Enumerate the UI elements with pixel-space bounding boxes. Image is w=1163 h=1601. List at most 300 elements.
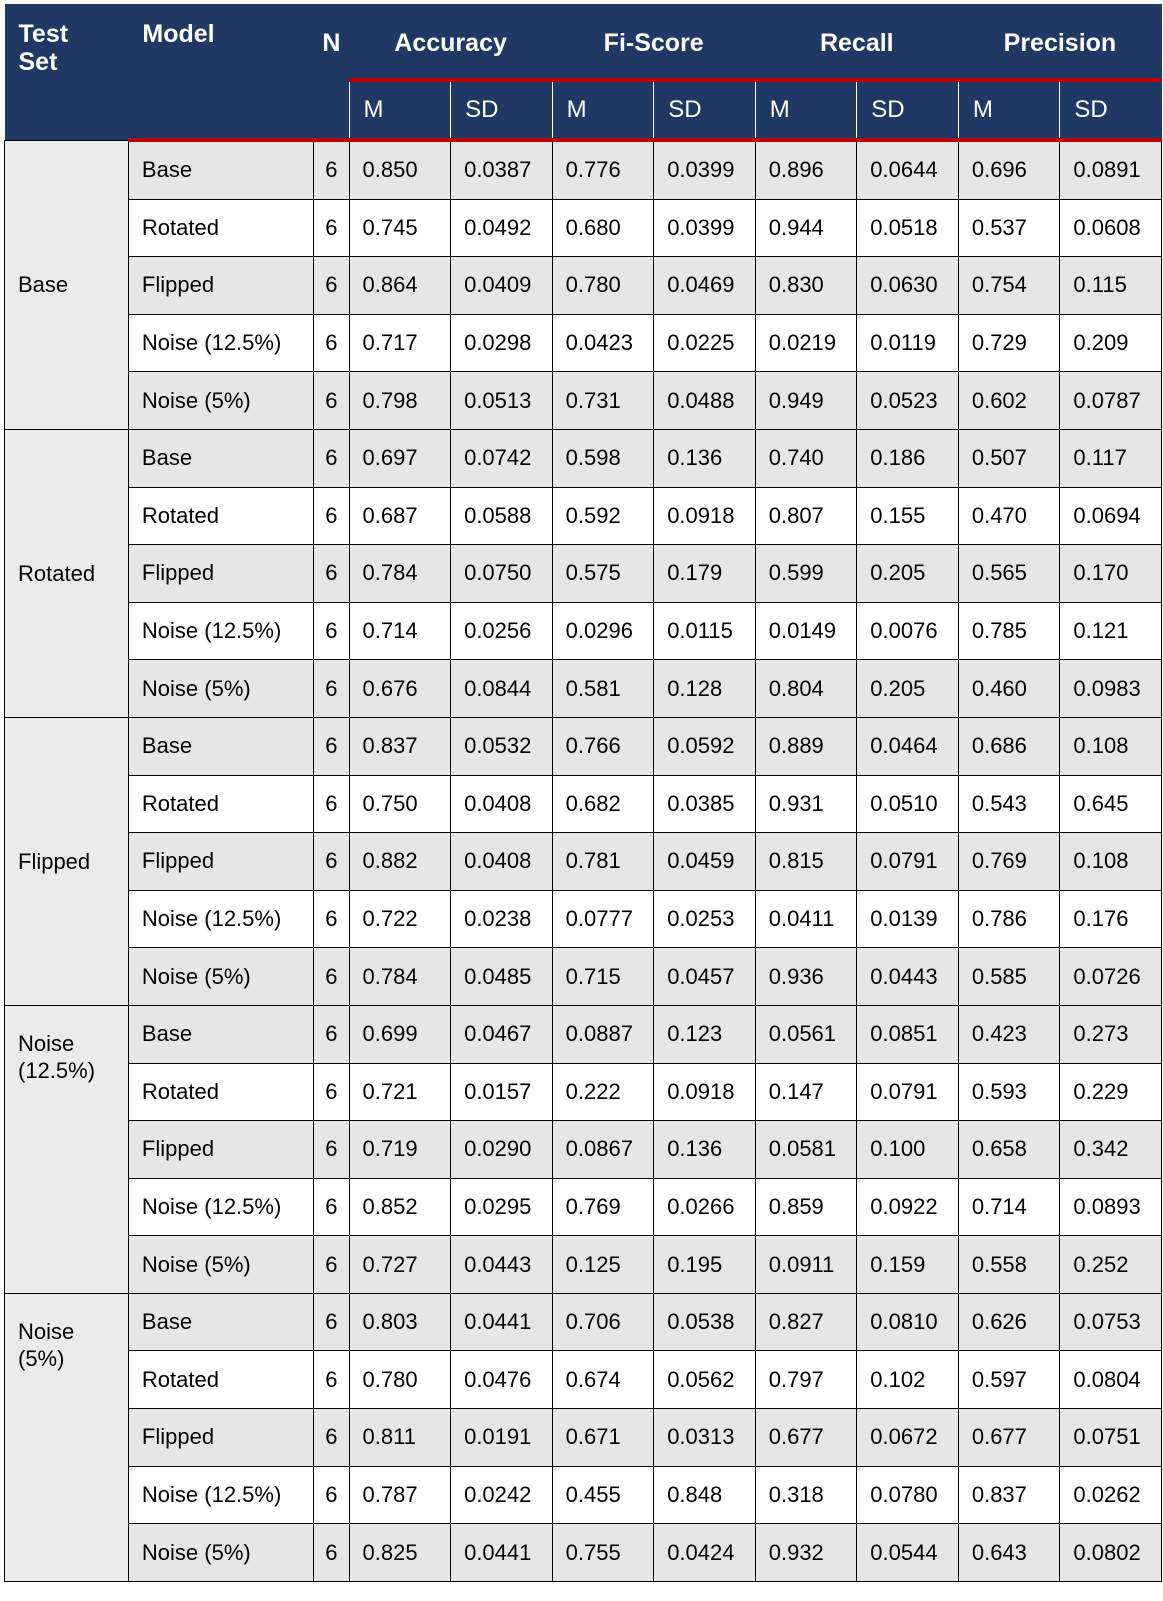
f1-sd-cell: 0.0457 <box>654 948 756 1006</box>
recall-m-cell: 0.599 <box>755 545 857 603</box>
header-n: N <box>314 4 349 82</box>
table-row <box>5 1005 1162 1063</box>
recall-m-cell: 0.147 <box>755 1063 857 1121</box>
f1-sd-cell: 0.136 <box>654 1121 756 1179</box>
results-table <box>4 4 1162 1582</box>
accuracy-sd-cell: 0.0256 <box>451 602 553 660</box>
header-recall-sd: SD <box>857 82 959 140</box>
accuracy-m-cell: 0.811 <box>349 1409 451 1467</box>
header-model: Model <box>128 4 313 82</box>
table-row <box>5 1466 1162 1524</box>
f1-m-cell: 0.0887 <box>552 1005 654 1063</box>
n-cell: 6 <box>314 199 349 257</box>
recall-sd-cell: 0.0076 <box>857 602 959 660</box>
table-row <box>5 833 1162 891</box>
header-test-set <box>5 4 129 140</box>
f1-m-cell: 0.715 <box>552 948 654 1006</box>
accuracy-sd-cell: 0.0750 <box>451 545 553 603</box>
model-cell: Rotated <box>128 487 313 545</box>
f1-m-cell: 0.671 <box>552 1409 654 1467</box>
recall-sd-cell: 0.0810 <box>857 1293 959 1351</box>
recall-sd-cell: 0.205 <box>857 660 959 718</box>
accuracy-sd-cell: 0.0409 <box>451 257 553 315</box>
accuracy-m-cell: 0.852 <box>349 1178 451 1236</box>
precision-m-cell: 0.507 <box>958 429 1060 487</box>
recall-m-cell: 0.815 <box>755 833 857 891</box>
f1-sd-cell: 0.0488 <box>654 372 756 430</box>
precision-m-cell: 0.565 <box>958 545 1060 603</box>
accuracy-sd-cell: 0.0191 <box>451 1409 553 1467</box>
accuracy-m-cell: 0.727 <box>349 1236 451 1294</box>
accuracy-m-cell: 0.825 <box>349 1524 451 1582</box>
recall-m-cell: 0.936 <box>755 948 857 1006</box>
f1-m-cell: 0.780 <box>552 257 654 315</box>
header-accuracy-m: M <box>349 82 451 140</box>
table-row <box>5 257 1162 315</box>
accuracy-sd-cell: 0.0441 <box>451 1293 553 1351</box>
accuracy-sd-cell: 0.0476 <box>451 1351 553 1409</box>
accuracy-m-cell: 0.745 <box>349 199 451 257</box>
precision-m-cell: 0.714 <box>958 1178 1060 1236</box>
header-accuracy-sd: SD <box>451 82 553 140</box>
n-cell: 6 <box>314 257 349 315</box>
recall-m-cell: 0.859 <box>755 1178 857 1236</box>
recall-m-cell: 0.889 <box>755 717 857 775</box>
recall-m-cell: 0.0581 <box>755 1121 857 1179</box>
n-cell: 6 <box>314 1351 349 1409</box>
precision-sd-cell: 0.115 <box>1060 257 1162 315</box>
precision-m-cell: 0.423 <box>958 1005 1060 1063</box>
precision-sd-cell: 0.176 <box>1060 890 1162 948</box>
accuracy-sd-cell: 0.0295 <box>451 1178 553 1236</box>
precision-m-cell: 0.643 <box>958 1524 1060 1582</box>
recall-m-cell: 0.797 <box>755 1351 857 1409</box>
results-table-container <box>4 4 1162 1597</box>
recall-m-cell: 0.807 <box>755 487 857 545</box>
precision-m-cell: 0.696 <box>958 140 1060 199</box>
recall-m-cell: 0.931 <box>755 775 857 833</box>
recall-sd-cell: 0.0851 <box>857 1005 959 1063</box>
accuracy-m-cell: 0.784 <box>349 545 451 603</box>
f1-sd-cell: 0.848 <box>654 1466 756 1524</box>
n-cell: 6 <box>314 717 349 775</box>
f1-sd-cell: 0.0266 <box>654 1178 756 1236</box>
n-cell: 6 <box>314 602 349 660</box>
model-cell: Rotated <box>128 775 313 833</box>
accuracy-sd-cell: 0.0441 <box>451 1524 553 1582</box>
model-cell: Noise (5%) <box>128 1524 313 1582</box>
model-cell: Base <box>128 140 313 199</box>
accuracy-m-cell: 0.784 <box>349 948 451 1006</box>
f1-m-cell: 0.781 <box>552 833 654 891</box>
precision-m-cell: 0.677 <box>958 1409 1060 1467</box>
accuracy-sd-cell: 0.0742 <box>451 429 553 487</box>
accuracy-m-cell: 0.882 <box>349 833 451 891</box>
table-row <box>5 314 1162 372</box>
f1-m-cell: 0.592 <box>552 487 654 545</box>
accuracy-sd-cell: 0.0467 <box>451 1005 553 1063</box>
accuracy-sd-cell: 0.0408 <box>451 833 553 891</box>
recall-sd-cell: 0.100 <box>857 1121 959 1179</box>
precision-sd-cell: 0.108 <box>1060 833 1162 891</box>
table-row <box>5 1409 1162 1467</box>
precision-m-cell: 0.837 <box>958 1466 1060 1524</box>
precision-m-cell: 0.658 <box>958 1121 1060 1179</box>
model-cell: Noise (5%) <box>128 660 313 718</box>
header-recall-m: M <box>755 82 857 140</box>
precision-sd-cell: 0.170 <box>1060 545 1162 603</box>
f1-m-cell: 0.769 <box>552 1178 654 1236</box>
recall-m-cell: 0.0219 <box>755 314 857 372</box>
precision-sd-cell: 0.0983 <box>1060 660 1162 718</box>
accuracy-m-cell: 0.850 <box>349 140 451 199</box>
model-cell: Flipped <box>128 1121 313 1179</box>
test-set-cell <box>5 140 129 429</box>
f1-sd-cell: 0.0918 <box>654 1063 756 1121</box>
precision-m-cell: 0.602 <box>958 372 1060 430</box>
accuracy-m-cell: 0.750 <box>349 775 451 833</box>
precision-m-cell: 0.729 <box>958 314 1060 372</box>
table-row <box>5 1178 1162 1236</box>
header-f1-m: M <box>552 82 654 140</box>
recall-m-cell: 0.804 <box>755 660 857 718</box>
accuracy-sd-cell: 0.0513 <box>451 372 553 430</box>
accuracy-m-cell: 0.676 <box>349 660 451 718</box>
precision-sd-cell: 0.0694 <box>1060 487 1162 545</box>
f1-m-cell: 0.455 <box>552 1466 654 1524</box>
accuracy-m-cell: 0.721 <box>349 1063 451 1121</box>
f1-sd-cell: 0.0115 <box>654 602 756 660</box>
header-precision-sd: SD <box>1060 82 1162 140</box>
table-row <box>5 1524 1162 1582</box>
n-cell: 6 <box>314 487 349 545</box>
model-cell: Rotated <box>128 1351 313 1409</box>
precision-m-cell: 0.626 <box>958 1293 1060 1351</box>
f1-m-cell: 0.731 <box>552 372 654 430</box>
precision-sd-cell: 0.0804 <box>1060 1351 1162 1409</box>
model-cell: Base <box>128 1293 313 1351</box>
accuracy-m-cell: 0.780 <box>349 1351 451 1409</box>
header-f1-score: Fi-Score <box>552 4 755 82</box>
test-set-cell <box>5 717 129 1005</box>
table-row <box>5 1063 1162 1121</box>
table-body <box>5 140 1162 1581</box>
model-cell: Base <box>128 429 313 487</box>
recall-sd-cell: 0.0780 <box>857 1466 959 1524</box>
recall-m-cell: 0.677 <box>755 1409 857 1467</box>
recall-m-cell: 0.932 <box>755 1524 857 1582</box>
precision-m-cell: 0.754 <box>958 257 1060 315</box>
accuracy-sd-cell: 0.0443 <box>451 1236 553 1294</box>
accuracy-m-cell: 0.787 <box>349 1466 451 1524</box>
recall-sd-cell: 0.0523 <box>857 372 959 430</box>
n-cell: 6 <box>314 948 349 1006</box>
table-row <box>5 372 1162 430</box>
recall-m-cell: 0.944 <box>755 199 857 257</box>
n-cell: 6 <box>314 1178 349 1236</box>
f1-m-cell: 0.125 <box>552 1236 654 1294</box>
f1-sd-cell: 0.0918 <box>654 487 756 545</box>
recall-sd-cell: 0.0791 <box>857 1063 959 1121</box>
n-cell: 6 <box>314 372 349 430</box>
table-row <box>5 602 1162 660</box>
header-precision-m: M <box>958 82 1060 140</box>
test-set-label: Rotated <box>18 560 96 586</box>
test-set-label: Noise (5%) <box>18 1318 75 1371</box>
model-cell: Rotated <box>128 199 313 257</box>
precision-m-cell: 0.460 <box>958 660 1060 718</box>
recall-sd-cell: 0.102 <box>857 1351 959 1409</box>
n-cell: 6 <box>314 660 349 718</box>
recall-sd-cell: 0.0922 <box>857 1178 959 1236</box>
n-cell: 6 <box>314 833 349 891</box>
f1-m-cell: 0.222 <box>552 1063 654 1121</box>
recall-sd-cell: 0.0630 <box>857 257 959 315</box>
test-set-cell <box>5 1005 129 1293</box>
recall-sd-cell: 0.0510 <box>857 775 959 833</box>
model-cell: Noise (12.5%) <box>128 1178 313 1236</box>
recall-sd-cell: 0.0139 <box>857 890 959 948</box>
f1-sd-cell: 0.0592 <box>654 717 756 775</box>
f1-m-cell: 0.0423 <box>552 314 654 372</box>
f1-sd-cell: 0.179 <box>654 545 756 603</box>
precision-sd-cell: 0.209 <box>1060 314 1162 372</box>
table-row <box>5 487 1162 545</box>
test-set-label: Base <box>18 272 69 298</box>
f1-m-cell: 0.581 <box>552 660 654 718</box>
table-header <box>5 4 1162 140</box>
model-cell: Noise (5%) <box>128 1236 313 1294</box>
recall-sd-cell: 0.0443 <box>857 948 959 1006</box>
precision-sd-cell: 0.121 <box>1060 602 1162 660</box>
accuracy-m-cell: 0.837 <box>349 717 451 775</box>
f1-m-cell: 0.766 <box>552 717 654 775</box>
accuracy-m-cell: 0.714 <box>349 602 451 660</box>
f1-sd-cell: 0.136 <box>654 429 756 487</box>
model-cell: Flipped <box>128 833 313 891</box>
f1-m-cell: 0.680 <box>552 199 654 257</box>
accuracy-sd-cell: 0.0157 <box>451 1063 553 1121</box>
recall-sd-cell: 0.159 <box>857 1236 959 1294</box>
n-cell: 6 <box>314 1121 349 1179</box>
accuracy-sd-cell: 0.0408 <box>451 775 553 833</box>
f1-sd-cell: 0.0313 <box>654 1409 756 1467</box>
n-cell: 6 <box>314 1466 349 1524</box>
f1-m-cell: 0.0777 <box>552 890 654 948</box>
accuracy-sd-cell: 0.0238 <box>451 890 553 948</box>
recall-m-cell: 0.949 <box>755 372 857 430</box>
precision-m-cell: 0.585 <box>958 948 1060 1006</box>
model-cell: Noise (12.5%) <box>128 1466 313 1524</box>
precision-sd-cell: 0.342 <box>1060 1121 1162 1179</box>
model-cell: Flipped <box>128 257 313 315</box>
precision-m-cell: 0.785 <box>958 602 1060 660</box>
f1-m-cell: 0.575 <box>552 545 654 603</box>
f1-sd-cell: 0.0399 <box>654 199 756 257</box>
test-set-cell <box>5 1293 129 1581</box>
n-cell: 6 <box>314 775 349 833</box>
n-cell: 6 <box>314 1293 349 1351</box>
recall-sd-cell: 0.0644 <box>857 140 959 199</box>
table-row <box>5 948 1162 1006</box>
table-row <box>5 775 1162 833</box>
f1-m-cell: 0.755 <box>552 1524 654 1582</box>
accuracy-m-cell: 0.687 <box>349 487 451 545</box>
recall-sd-cell: 0.0672 <box>857 1409 959 1467</box>
accuracy-m-cell: 0.697 <box>349 429 451 487</box>
table-row <box>5 890 1162 948</box>
model-cell: Noise (5%) <box>128 372 313 430</box>
f1-m-cell: 0.776 <box>552 140 654 199</box>
accuracy-sd-cell: 0.0588 <box>451 487 553 545</box>
recall-m-cell: 0.318 <box>755 1466 857 1524</box>
precision-sd-cell: 0.0726 <box>1060 948 1162 1006</box>
accuracy-m-cell: 0.864 <box>349 257 451 315</box>
accuracy-sd-cell: 0.0298 <box>451 314 553 372</box>
table-row <box>5 1121 1162 1179</box>
f1-m-cell: 0.674 <box>552 1351 654 1409</box>
f1-m-cell: 0.0867 <box>552 1121 654 1179</box>
table-row <box>5 140 1162 199</box>
header-precision: Precision <box>958 4 1161 82</box>
precision-m-cell: 0.686 <box>958 717 1060 775</box>
model-cell: Base <box>128 1005 313 1063</box>
table-row <box>5 545 1162 603</box>
n-cell: 6 <box>314 1005 349 1063</box>
recall-sd-cell: 0.0464 <box>857 717 959 775</box>
test-set-label: Flipped <box>18 848 91 874</box>
header-test-set-label: Test Set <box>18 20 69 76</box>
header-model-blank <box>128 82 313 140</box>
header-accuracy: Accuracy <box>349 4 552 82</box>
f1-sd-cell: 0.0399 <box>654 140 756 199</box>
table-row <box>5 1351 1162 1409</box>
model-cell: Noise (12.5%) <box>128 890 313 948</box>
f1-sd-cell: 0.0424 <box>654 1524 756 1582</box>
precision-sd-cell: 0.117 <box>1060 429 1162 487</box>
model-cell: Noise (12.5%) <box>128 602 313 660</box>
precision-sd-cell: 0.108 <box>1060 717 1162 775</box>
recall-sd-cell: 0.0518 <box>857 199 959 257</box>
header-recall: Recall <box>755 4 958 82</box>
recall-m-cell: 0.0149 <box>755 602 857 660</box>
f1-sd-cell: 0.0385 <box>654 775 756 833</box>
f1-m-cell: 0.598 <box>552 429 654 487</box>
test-set-label: Noise (12.5%) <box>18 1030 96 1083</box>
accuracy-sd-cell: 0.0242 <box>451 1466 553 1524</box>
recall-m-cell: 0.896 <box>755 140 857 199</box>
table-row <box>5 429 1162 487</box>
accuracy-m-cell: 0.717 <box>349 314 451 372</box>
precision-m-cell: 0.597 <box>958 1351 1060 1409</box>
model-cell: Noise (5%) <box>128 948 313 1006</box>
precision-sd-cell: 0.0787 <box>1060 372 1162 430</box>
model-cell: Base <box>128 717 313 775</box>
recall-m-cell: 0.740 <box>755 429 857 487</box>
model-cell: Noise (12.5%) <box>128 314 313 372</box>
table-row <box>5 199 1162 257</box>
model-cell: Flipped <box>128 545 313 603</box>
accuracy-m-cell: 0.722 <box>349 890 451 948</box>
precision-m-cell: 0.558 <box>958 1236 1060 1294</box>
header-n-blank <box>314 82 349 140</box>
accuracy-m-cell: 0.699 <box>349 1005 451 1063</box>
n-cell: 6 <box>314 140 349 199</box>
accuracy-m-cell: 0.798 <box>349 372 451 430</box>
f1-m-cell: 0.682 <box>552 775 654 833</box>
precision-sd-cell: 0.273 <box>1060 1005 1162 1063</box>
f1-sd-cell: 0.0225 <box>654 314 756 372</box>
recall-m-cell: 0.830 <box>755 257 857 315</box>
f1-sd-cell: 0.128 <box>654 660 756 718</box>
n-cell: 6 <box>314 314 349 372</box>
precision-sd-cell: 0.0751 <box>1060 1409 1162 1467</box>
model-cell: Flipped <box>128 1409 313 1467</box>
precision-sd-cell: 0.0893 <box>1060 1178 1162 1236</box>
precision-sd-cell: 0.252 <box>1060 1236 1162 1294</box>
n-cell: 6 <box>314 1063 349 1121</box>
recall-sd-cell: 0.205 <box>857 545 959 603</box>
recall-m-cell: 0.0561 <box>755 1005 857 1063</box>
table-row <box>5 1236 1162 1294</box>
n-cell: 6 <box>314 1409 349 1467</box>
precision-m-cell: 0.769 <box>958 833 1060 891</box>
f1-sd-cell: 0.0469 <box>654 257 756 315</box>
f1-sd-cell: 0.0253 <box>654 890 756 948</box>
accuracy-sd-cell: 0.0387 <box>451 140 553 199</box>
precision-sd-cell: 0.0802 <box>1060 1524 1162 1582</box>
table-row <box>5 1293 1162 1351</box>
recall-sd-cell: 0.0119 <box>857 314 959 372</box>
n-cell: 6 <box>314 545 349 603</box>
accuracy-sd-cell: 0.0492 <box>451 199 553 257</box>
precision-sd-cell: 0.229 <box>1060 1063 1162 1121</box>
precision-sd-cell: 0.0753 <box>1060 1293 1162 1351</box>
f1-sd-cell: 0.0538 <box>654 1293 756 1351</box>
recall-sd-cell: 0.0544 <box>857 1524 959 1582</box>
f1-sd-cell: 0.123 <box>654 1005 756 1063</box>
test-set-cell <box>5 429 129 717</box>
f1-m-cell: 0.706 <box>552 1293 654 1351</box>
n-cell: 6 <box>314 429 349 487</box>
precision-m-cell: 0.786 <box>958 890 1060 948</box>
recall-m-cell: 0.827 <box>755 1293 857 1351</box>
recall-sd-cell: 0.0791 <box>857 833 959 891</box>
header-f1-sd: SD <box>654 82 756 140</box>
precision-sd-cell: 0.0891 <box>1060 140 1162 199</box>
f1-m-cell: 0.0296 <box>552 602 654 660</box>
f1-sd-cell: 0.195 <box>654 1236 756 1294</box>
recall-sd-cell: 0.186 <box>857 429 959 487</box>
f1-sd-cell: 0.0459 <box>654 833 756 891</box>
precision-m-cell: 0.543 <box>958 775 1060 833</box>
precision-m-cell: 0.593 <box>958 1063 1060 1121</box>
accuracy-sd-cell: 0.0844 <box>451 660 553 718</box>
accuracy-m-cell: 0.719 <box>349 1121 451 1179</box>
f1-sd-cell: 0.0562 <box>654 1351 756 1409</box>
n-cell: 6 <box>314 1236 349 1294</box>
recall-m-cell: 0.0911 <box>755 1236 857 1294</box>
table-row <box>5 717 1162 775</box>
model-cell: Rotated <box>128 1063 313 1121</box>
precision-m-cell: 0.470 <box>958 487 1060 545</box>
accuracy-sd-cell: 0.0532 <box>451 717 553 775</box>
n-cell: 6 <box>314 890 349 948</box>
recall-m-cell: 0.0411 <box>755 890 857 948</box>
accuracy-m-cell: 0.803 <box>349 1293 451 1351</box>
precision-sd-cell: 0.645 <box>1060 775 1162 833</box>
precision-sd-cell: 0.0608 <box>1060 199 1162 257</box>
